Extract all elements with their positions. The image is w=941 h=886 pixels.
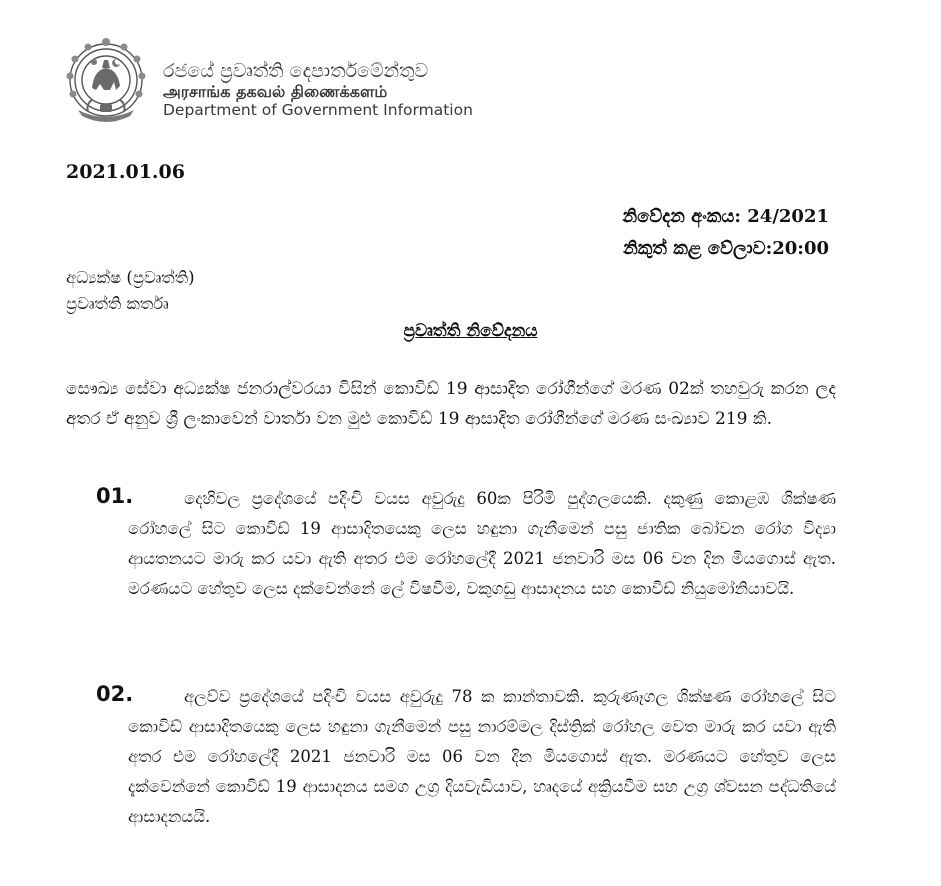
list-item-number: 01.	[96, 484, 134, 508]
list-item-body: දෙහිවල ප්‍රදේශයේ පදිංචි වයස අවුරුදු 60ක පිරිමි පුද්ගලයෙකි. දකුණු කොළඹ ශික්ෂණ රෝහලේ සිට කොවිඩ් 19 ආසාදිතයෙකු ලෙස හඳුනා ගැනීමෙන් පසු ජාතික බෝවන රෝග විද්‍යා ආයතනයට මාරු කර යවා ඇති අතර එම රෝහලේදී 2021 ජනවාරි මස 06 වන දින මියගොස් ඇත. මරණයට හේතුව ලෙස දක්වෙන්නේ ලේ විෂවීම, වකුගඩු ආසාදනය සහ කොවිඩ් නියුමෝනියාවයි.	[128, 489, 836, 598]
release-time: නිකුත් කළ වේලාව:20:00	[623, 238, 829, 259]
release-number: නිවේදන අංකය: 24/2021	[622, 206, 829, 227]
sri-lanka-emblem-icon	[58, 28, 154, 128]
list-item-text	[128, 484, 836, 604]
list-item	[96, 682, 836, 832]
intro-paragraph: සෞඛ්‍ය සේවා අධ්‍යක්ෂ ජනරාල්වරයා විසින් කොවිඩ් 19 ආසාදිත රෝගීන්ගේ මරණ 02ක් තහවුරු කරන ලද අතර ඒ අනුව ශ්‍රී ලංකාවෙන් වාර්තා වන මුළු කොවිඩ් 19 ආසාදිත රෝගීන්ගේ මරණ සංඛ්‍යාව 219 කි.	[66, 379, 836, 429]
release-date: 2021.01.06	[66, 161, 185, 183]
document-title: ප්‍රවෘත්ති නිවේදනය	[403, 321, 538, 341]
list-item-body: අලව්ව ප්‍රදේශයේ පදිංචි වයස අවුරුදු 78 ක කාන්තාවකි. කුරුණෑගල ශික්ෂණ රෝහලේ සිට කොවිඩ් ආසාදිතයෙකු ලෙස හඳුනා ගැනීමෙන් පසු නාරම්මල දිස්ත්‍රික් රෝහල වෙත මාරු කර යවා ඇති අතර එම රෝහලේදී 2021 ජනවාරි මස 06 වන දින මියගොස් ඇත. මරණයට හේතුව ලෙස දැක්වෙන්නේ කොවිඩ් 19 ආසාදනය සමග උග්‍ර දියවැඩියාව, හෘදයේ අක්‍රියවීම සහ උග්‍ර ශ්වසන පද්ධතියේ ආසාදනයයි.	[128, 687, 836, 826]
list-item-text	[128, 682, 836, 832]
list-item	[96, 484, 836, 604]
sender-line-1: අධ්‍යක්ෂ (ප්‍රවෘත්ති)	[66, 268, 195, 287]
letterhead-english: Department of Government Information	[163, 101, 473, 119]
letterhead-tamil: அரசாங்க தகவல் திணைக்களம்	[163, 82, 388, 101]
sender-line-2: ප්‍රවෘත්ති කර්තෘ	[66, 294, 169, 313]
letterhead-sinhala: රජයේ ප්‍රවෘත්ති දෙපාර්තමේන්තුව	[163, 60, 429, 82]
list-item-number: 02.	[96, 682, 134, 706]
